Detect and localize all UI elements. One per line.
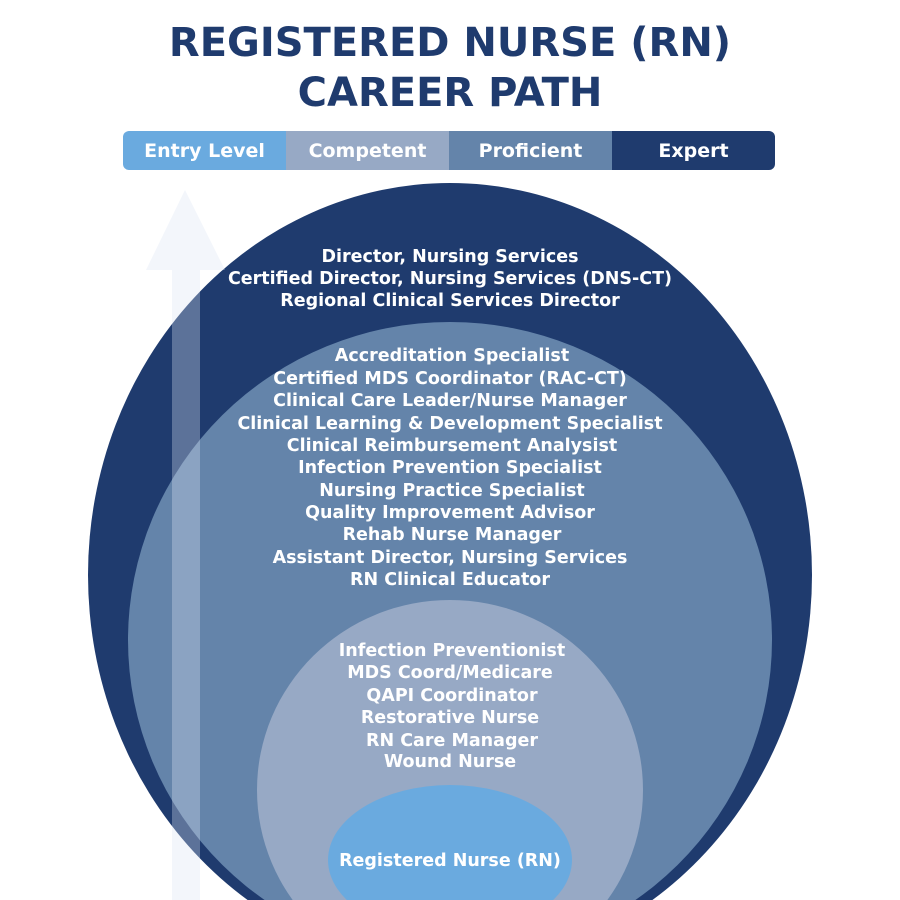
proficient-role: Nursing Practice Specialist	[319, 481, 585, 501]
competent-role: Restorative Nurse	[360, 708, 540, 728]
level-expert: Expert	[612, 131, 775, 170]
level-proficient: Proficient	[449, 131, 612, 170]
title-line-2: CAREER PATH	[297, 70, 603, 116]
competent-role: MDS Coord/Medicare	[347, 663, 553, 683]
proficient-role: Quality Improvement Advisor	[305, 503, 595, 523]
entry-role: Registered Nurse (RN)	[339, 851, 561, 871]
proficient-role: Certified MDS Coordinator (RAC-CT)	[273, 369, 627, 389]
proficient-role: Infection Prevention Specialist	[298, 458, 602, 478]
competent-role: Wound Nurse	[383, 752, 517, 772]
expert-role: Director, Nursing Services	[321, 247, 579, 267]
proficient-role: Clinical Care Leader/Nurse Manager	[273, 391, 627, 411]
proficient-role: Accreditation Specialist	[334, 346, 570, 366]
competent-role: Infection Preventionist	[338, 641, 566, 661]
title-line-1: REGISTERED NURSE (RN)	[168, 20, 732, 66]
competent-role: RN Care Manager	[366, 731, 538, 751]
expert-role: Certified Director, Nursing Services (DNS-CT)	[227, 269, 673, 289]
competent-role: QAPI Coordinator	[366, 686, 538, 706]
proficient-role: Clinical Learning & Development Specialist	[237, 414, 663, 434]
proficient-role: Clinical Reimbursement Analysist	[286, 436, 618, 456]
proficient-role: Assistant Director, Nursing Services	[272, 548, 628, 568]
proficient-role: RN Clinical Educator	[350, 570, 550, 590]
expert-role: Regional Clinical Services Director	[280, 291, 620, 311]
level-competent: Competent	[286, 131, 449, 170]
proficient-role: Rehab Nurse Manager	[342, 525, 562, 545]
level-entry: Entry Level	[123, 131, 286, 170]
